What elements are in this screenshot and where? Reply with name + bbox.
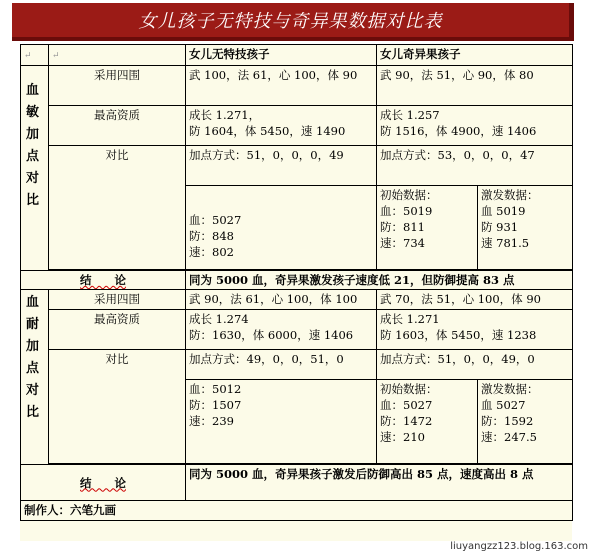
cell-values-b-burst: 激发数据： 血 5027 防：1592 速：247.5: [478, 380, 573, 464]
cell-adopt-a: 武 90，法 61，心 100，体 100: [186, 290, 377, 310]
table-row: [21, 66, 573, 106]
table-row: [21, 271, 573, 290]
row-label-adopt: 采用四围: [49, 66, 186, 106]
cell-values-a: 血：5012 防：1507 速：239: [186, 380, 377, 464]
cell-compare-a: 加点方式：49，0，0，51，0: [186, 350, 377, 380]
table-header-row: [21, 45, 573, 66]
header-blank-cell: ↵: [49, 45, 186, 66]
row-label-adopt: 采用四围: [49, 290, 186, 310]
cell-adopt-a: 武 100，法 61，心 100，体 90: [186, 66, 377, 106]
table-row: [21, 465, 573, 501]
cell-compare-b: 加点方式：51，0，0，49，0: [377, 350, 573, 380]
cell-quality-b: 成长 1.271 防 1603，体 5450，速 1238: [377, 310, 573, 350]
author-credit: 制作人：六笔九画: [21, 501, 573, 521]
cell-compare-a: 加点方式：51，0，0，0，49: [186, 146, 377, 186]
table-row: [21, 350, 573, 380]
header-blank-cell: ↵: [21, 45, 49, 66]
cell-quality-b: 成长 1.257 防 1516，体 4900，速 1406: [377, 106, 573, 146]
header-col-b: 女儿奇异果孩子: [377, 45, 573, 66]
watermark-text: liuyangzz123.blog.163.com: [450, 541, 588, 552]
defense-section-label: 血 耐 加 点 对 比: [21, 290, 49, 465]
cell-compare-b: 加点方式：53，0，0，0，47: [377, 146, 573, 186]
comparison-table: [20, 44, 573, 521]
header-col-a: 女儿无特技孩子: [186, 45, 377, 66]
cell-values-a: 血：5027 防：848 速：802: [186, 186, 377, 270]
table-row: [21, 310, 573, 350]
cell-values-b-initial: 初始数据： 血：5027 防：1472 速：210: [377, 380, 478, 464]
conclusion-label: 结 论: [21, 465, 186, 501]
table-row: [21, 146, 573, 186]
row-label-quality: 最高资质: [49, 106, 186, 146]
page-title: 女儿孩子无特技与奇异果数据对比表: [138, 11, 443, 32]
conclusion-text: 同为 5000 血，奇异果激发孩子速度低 21，但防御提高 83 点: [186, 271, 573, 290]
cell-quality-a: 成长 1.274 防：1630，体 6000，速 1406: [186, 310, 377, 350]
cell-values-b-initial: 初始数据： 血：5019 防：811 速：734: [377, 186, 478, 270]
cell-quality-a: 成长 1.271， 防 1604，体 5450，速 1490: [186, 106, 377, 146]
table-row: [21, 106, 573, 146]
conclusion-text: 同为 5000 血，奇异果孩子激发后防御高出 85 点，速度高出 8 点: [186, 465, 573, 501]
cell-adopt-b: 武 70，法 51，心 100，体 90: [377, 290, 573, 310]
blood-section-label: 血 敏 加 点 对 比: [21, 66, 49, 271]
cell-values-b-burst: 激发数据： 血 5019 防 931 速 781.5: [478, 186, 573, 270]
title-banner: [12, 3, 574, 41]
row-label-compare: 对比: [49, 350, 186, 464]
table-row: [21, 290, 573, 310]
conclusion-label: 结 论: [21, 271, 186, 290]
table-row: [21, 501, 573, 521]
cell-adopt-b: 武 90，法 51，心 90，体 80: [377, 66, 573, 106]
row-label-quality: 最高资质: [49, 310, 186, 350]
row-label-compare: 对比: [49, 146, 186, 270]
